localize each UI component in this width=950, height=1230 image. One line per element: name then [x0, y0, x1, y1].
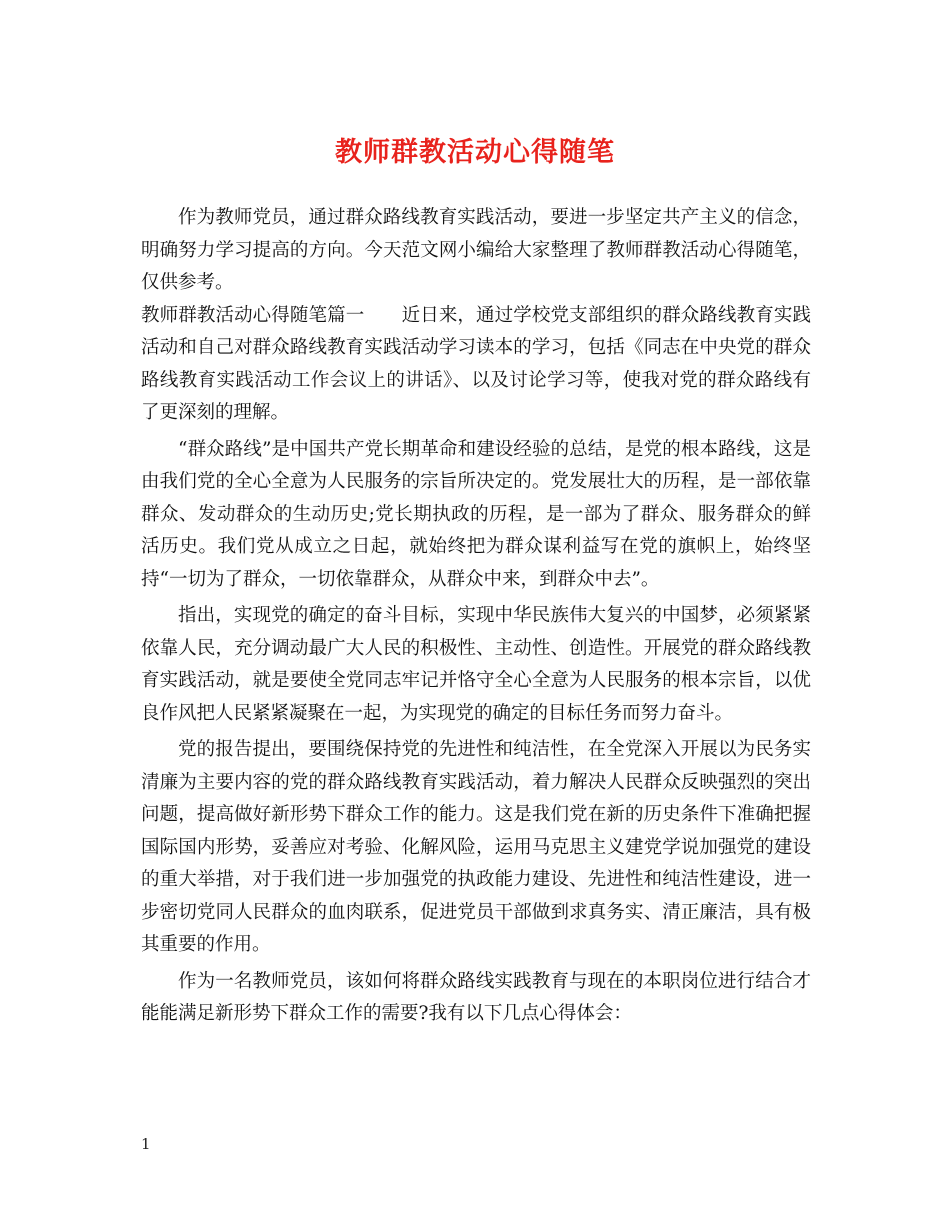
paragraph-teacher-reflection: 作为一名教师党员，该如何将群众路线实践教育与现在的本职岗位进行结合才能能满足新形势下群众工作的需要?我有以下几点心得体会：	[141, 970, 811, 1024]
paragraph-chinese-dream: 指出，实现党的确定的奋斗目标，实现中华民族伟大复兴的中国梦，必须紧紧依靠人民，充分调动最广大人民的积极性、主动性、创造性。开展党的群众路线教育实践活动，就是要使全党同志牢记并恪守全心全意为人民服务的根本宗旨，以优良作风把人民紧紧凝聚在一起，为实现党的确定的目标任务而努力奋斗。	[141, 605, 811, 724]
paragraph-party-report: 党的报告提出，要围绕保持党的先进性和纯洁性，在全党深入开展以为民务实清廉为主要内容的党的群众路线教育实践活动，着力解决人民群众反映强烈的突出问题，提高做好新形势下群众工作的能力。这是我们党在新的历史条件下准确把握国际国内形势，妥善应对考验、化解风险，运用马克思主义建党学说加强党的建设的重大举措，对于我们进一步加强党的执政能力建设、先进性和纯洁性建设，进一步密切党同人民群众的血肉联系，促进党员干部做到求真务实、清正廉洁，具有极其重要的作用。	[141, 739, 811, 955]
paragraph-mass-line: “群众路线”是中国共产党长期革命和建设经验的总结，是党的根本路线，这是由我们党的全心全意为人民服务的宗旨所决定的。党发展壮大的历程，是一部依靠群众、发动群众的生动历史;党长期执政的历程，是一部为了群众、服务群众的鲜活历史。我们党从成立之日起，就始终把为群众谋利益写在党的旗帜上，始终坚持“一切为了群众，一切依靠群众，从群众中来，到群众中去”。	[141, 438, 811, 590]
paragraph-essay-one-opening: 教师群教活动心得随笔篇一 近日来，通过学校党支部组织的群众路线教育实践活动和自己对群众路线教育实践活动学习读本的学习，包括《同志在中央党的群众路线教育实践活动工作会议上的讲话》、以及讨论学习等，使我对党的群众路线有了更深刻的理解。	[141, 304, 811, 423]
paragraph-intro: 作为教师党员，通过群众路线教育实践活动，要进一步坚定共产主义的信念，明确努力学习提高的方向。今天范文网小编给大家整理了教师群教活动心得随笔，仅供参考。	[141, 207, 811, 293]
document-body	[141, 202, 811, 1031]
document-title: 教师群教活动心得随笔	[335, 137, 615, 168]
page-number: 1	[141, 1135, 151, 1153]
